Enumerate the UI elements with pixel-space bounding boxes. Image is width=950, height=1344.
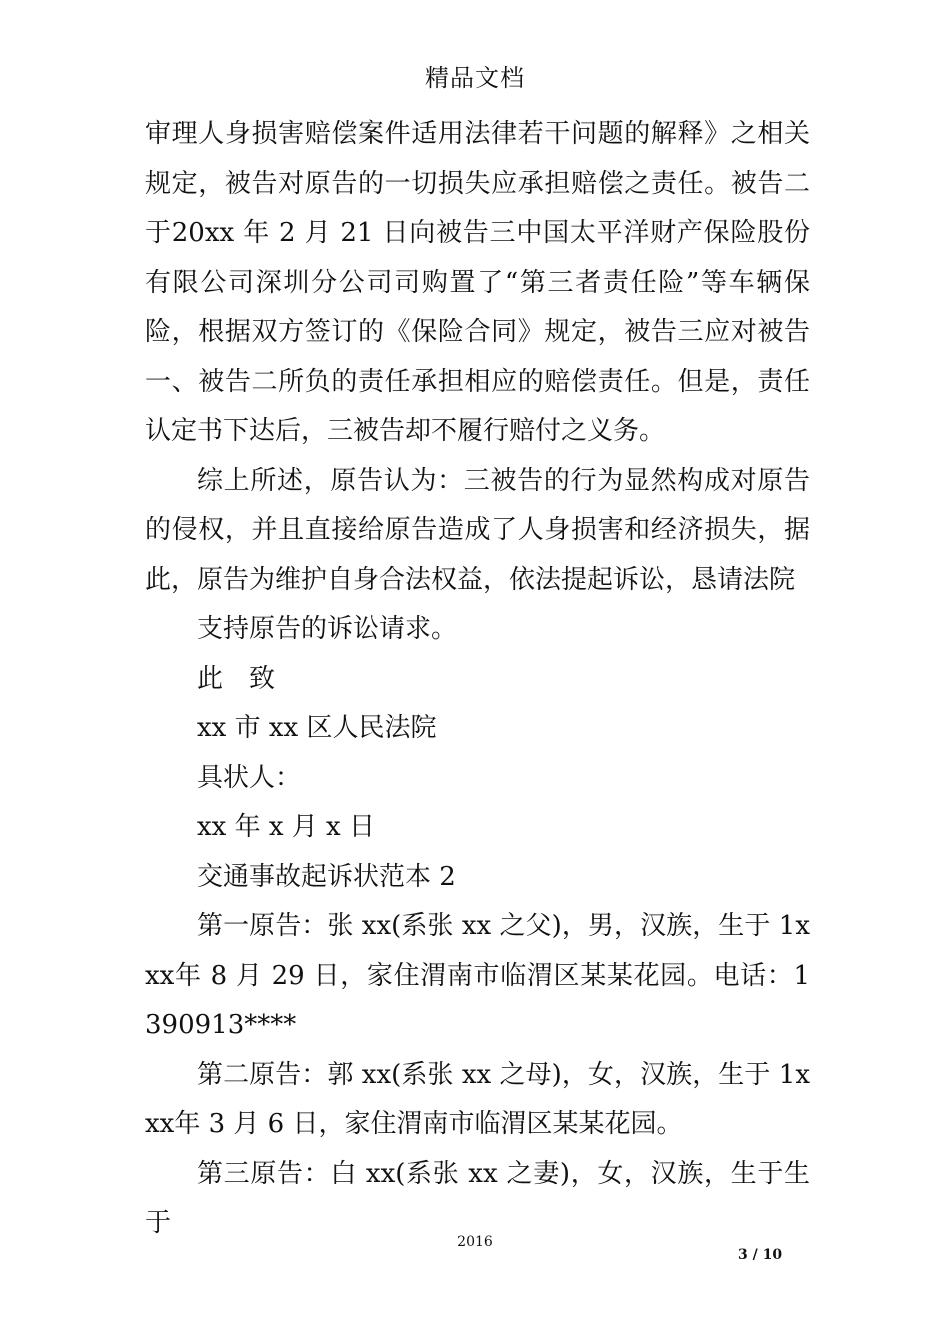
footer-year: 2016 <box>457 1234 493 1250</box>
third-plaintiff-paragraph: 第三原告：白 xx(系张 xx 之妻)，女，汉族，生于生于 <box>145 1158 810 1238</box>
date-line: xx 年 x 月 x 日 <box>197 812 375 842</box>
document-body <box>145 110 810 1249</box>
paragraph-request: 支持原告的诉讼请求。 <box>197 614 458 644</box>
page-header-title: 精品文档 <box>425 64 525 92</box>
second-plaintiff-paragraph: 第二原告：郭 xx(系张 xx 之母)，女，汉族，生于 1xxx年 3 月 6 日，家住渭南市临渭区某某花园。 <box>145 1059 810 1139</box>
page-number-indicator: 3 / 10 <box>738 1247 783 1263</box>
signatory-line: 具状人： <box>197 762 302 793</box>
paragraph-continuation: 审理人身损害赔偿案件适用法律若干问题的解释》之相关规定，被告对原告的一切损失应承担赔偿之责任。被告二于20xx 年 2 月 21 日向被告三中国太平洋财产保险股份有限公司深圳分公司司购置了“第三者责任险”等车辆保险，根据双方签订的《保险合同》规定，被告三应对被告一、被告二所负的责任承担相应的赔偿责任。但是，责任认定书下达后，三被告却不履行赔付之义务。 <box>145 119 810 446</box>
first-plaintiff-paragraph: 第一原告：张 xx(系张 xx 之父)，男，汉族，生于 1xxx年 8 月 29 日，家住渭南市临渭区某某花园。电话：1390913**** <box>145 911 810 1040</box>
section-title: 交通事故起诉状范本 2 <box>197 861 456 892</box>
court-name-line: xx 市 xx 区人民法院 <box>197 713 437 743</box>
salutation-line: 此 致 <box>197 663 276 694</box>
paragraph-summary: 综上所述，原告认为：三被告的行为显然构成对原告的侵权，并且直接给原告造成了人身损害和经济损失，据此，原告为维护自身合法权益，依法提起诉讼，恳请法院 <box>145 465 810 595</box>
